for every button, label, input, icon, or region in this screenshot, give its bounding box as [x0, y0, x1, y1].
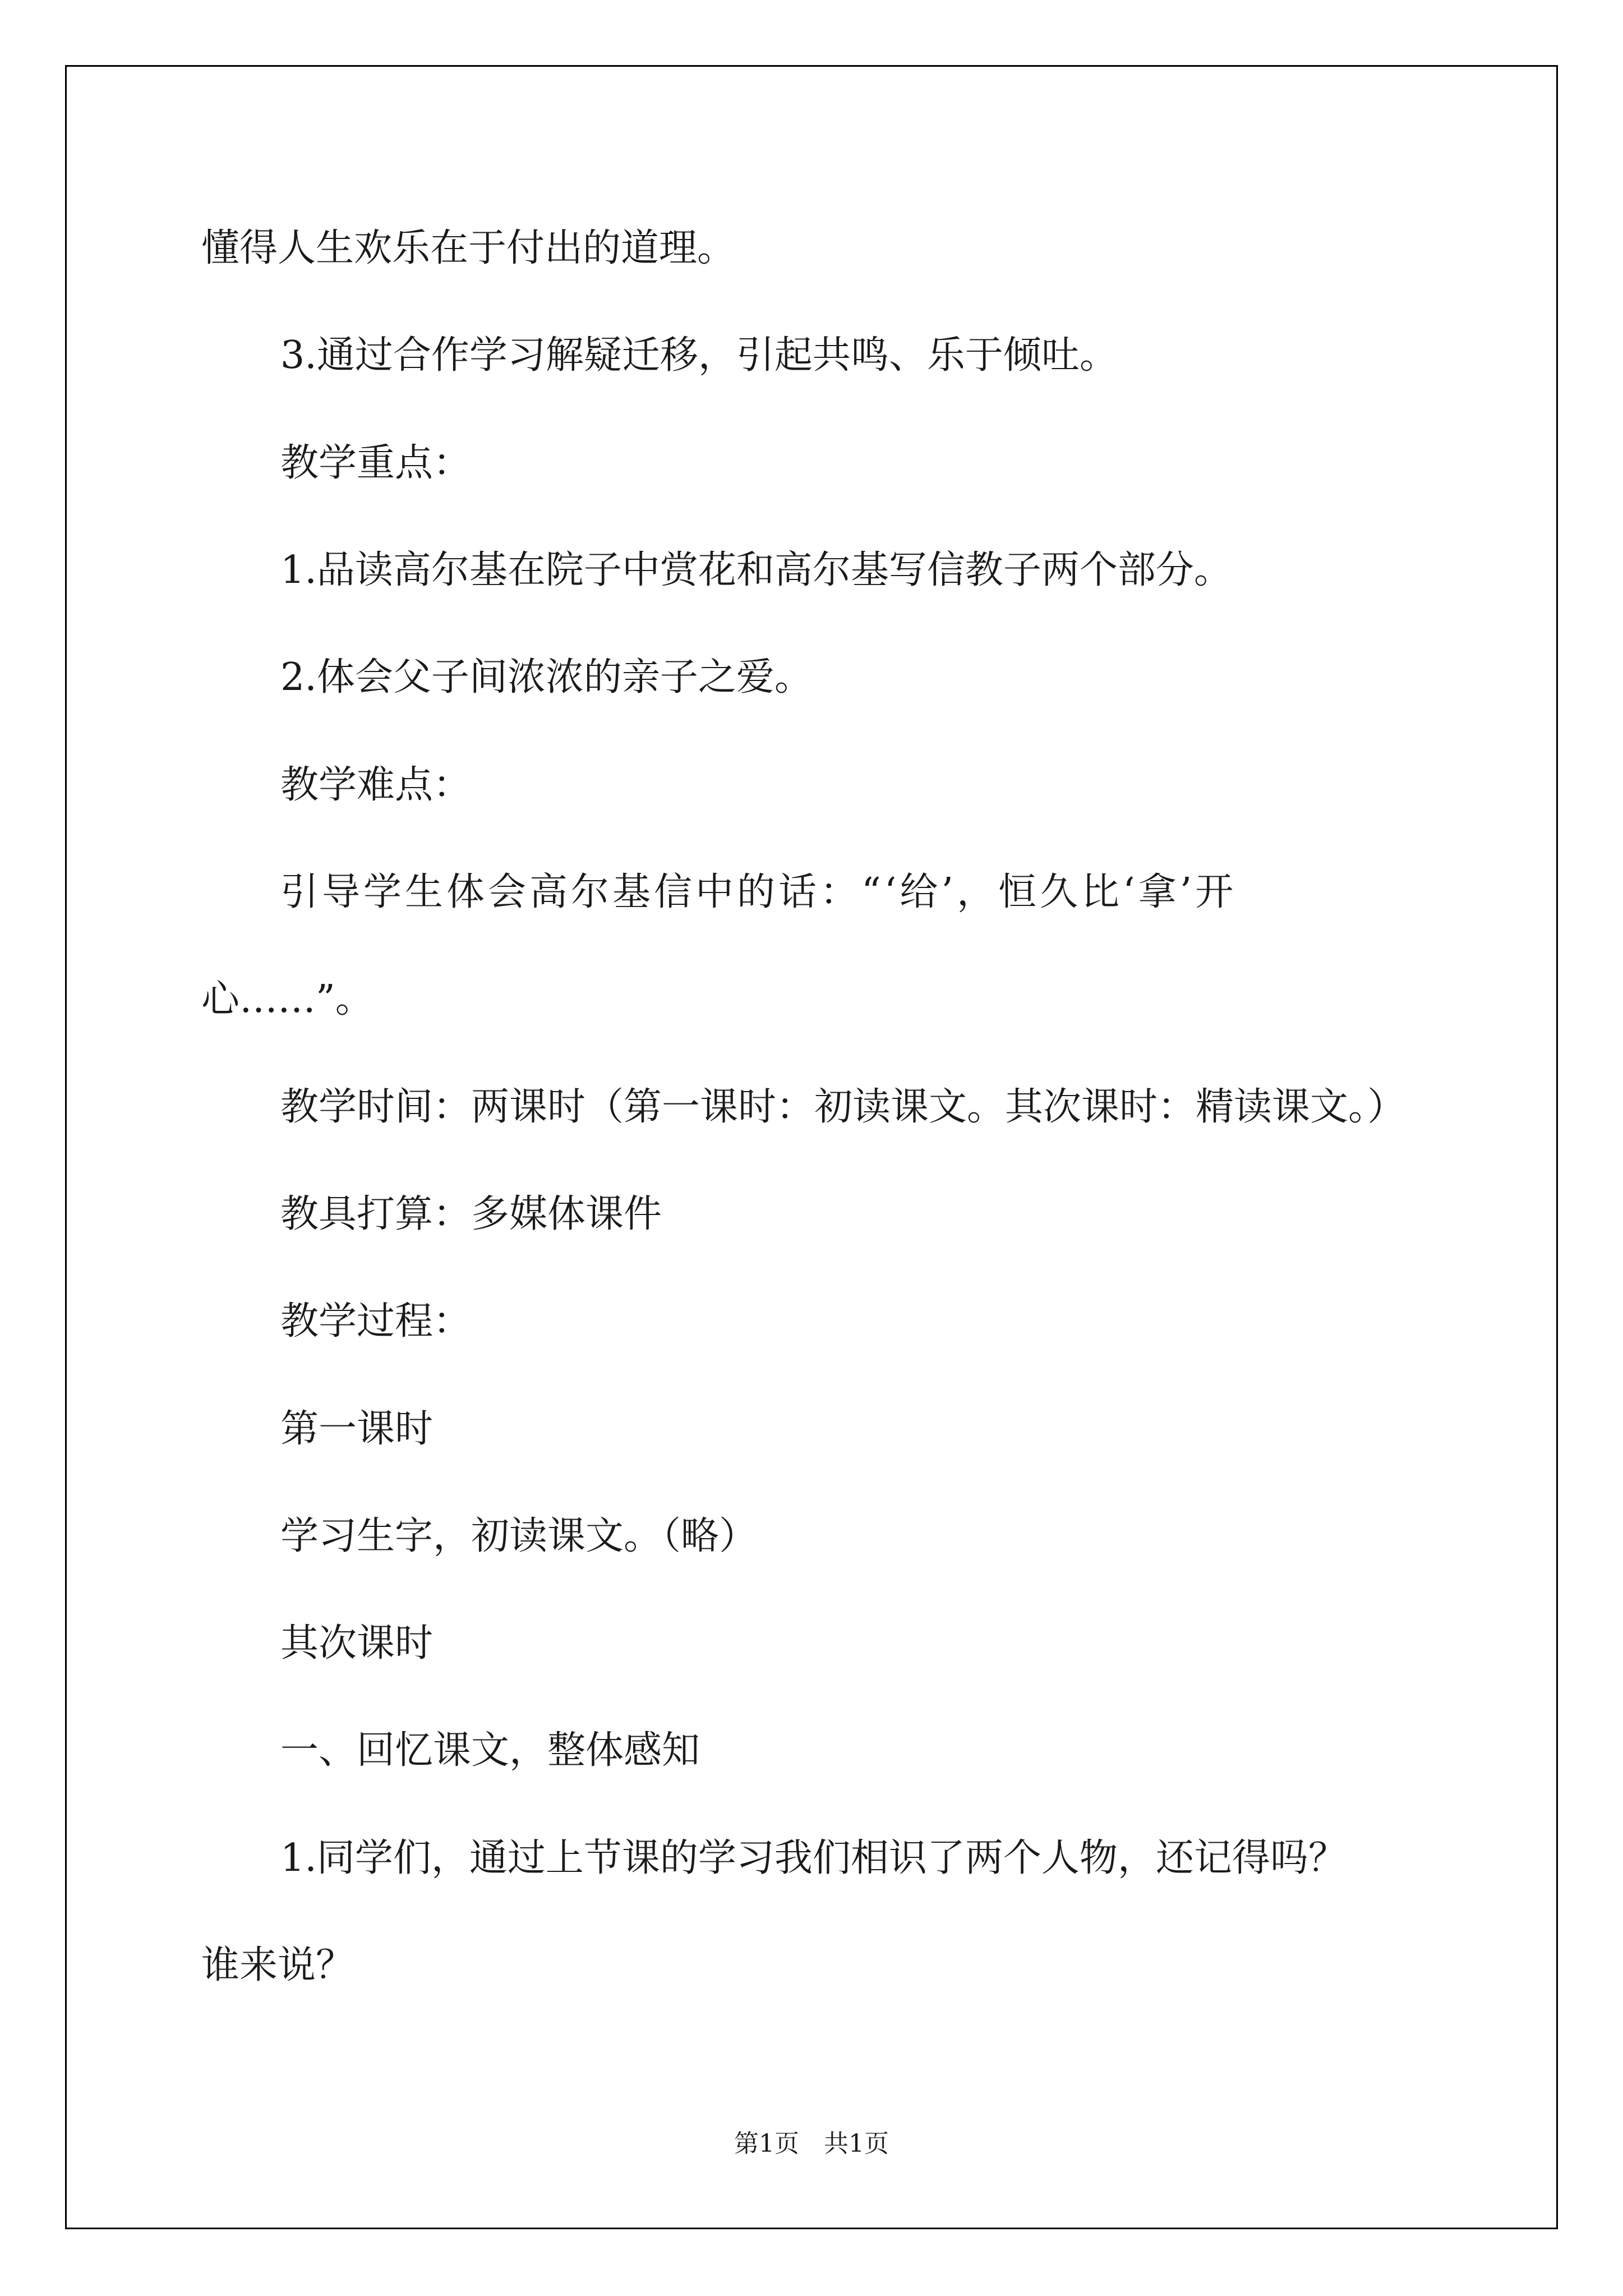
text-line: 教具打算：多媒体课件	[280, 1192, 662, 1236]
page-border	[65, 65, 1558, 2229]
text-line: 教学时间：两课时（第一课时：初读课文。其次课时：精读课文。）	[280, 1085, 1406, 1129]
text-line: 懂得人生欢乐在于付出的道理。	[201, 226, 736, 270]
text-line: 心……”。	[201, 977, 374, 1022]
text-line: 1.品读高尔基在院子中赏花和高尔基写信教子两个部分。	[280, 548, 1232, 592]
section-heading: 其次课时	[280, 1621, 434, 1665]
text-line: 3.通过合作学习解疑迁移，引起共鸣、乐于倾吐。	[280, 333, 1118, 378]
page-footer: 第1页 共1页	[734, 2129, 889, 2158]
section-heading: 一、回忆课文，整体感知	[280, 1728, 700, 1773]
text-line: 1.同学们，通过上节课的学习我们相识了两个人物，还记得吗？	[280, 1836, 1347, 1880]
section-heading: 教学重点：	[280, 441, 472, 485]
text-line: 谁来说？	[201, 1943, 354, 1987]
text-line: 学习生字，初读课文。（略）	[280, 1514, 758, 1558]
text-line: 2.体会父子间浓浓的亲子之爱。	[280, 655, 813, 700]
section-heading: 教学过程：	[280, 1299, 472, 1343]
section-heading: 教学难点：	[280, 763, 472, 807]
text-line: 引导学生体会高尔基信中的话：“‘给’，恒久比‘拿’开	[280, 870, 1237, 914]
section-heading: 第一课时	[280, 1407, 434, 1451]
